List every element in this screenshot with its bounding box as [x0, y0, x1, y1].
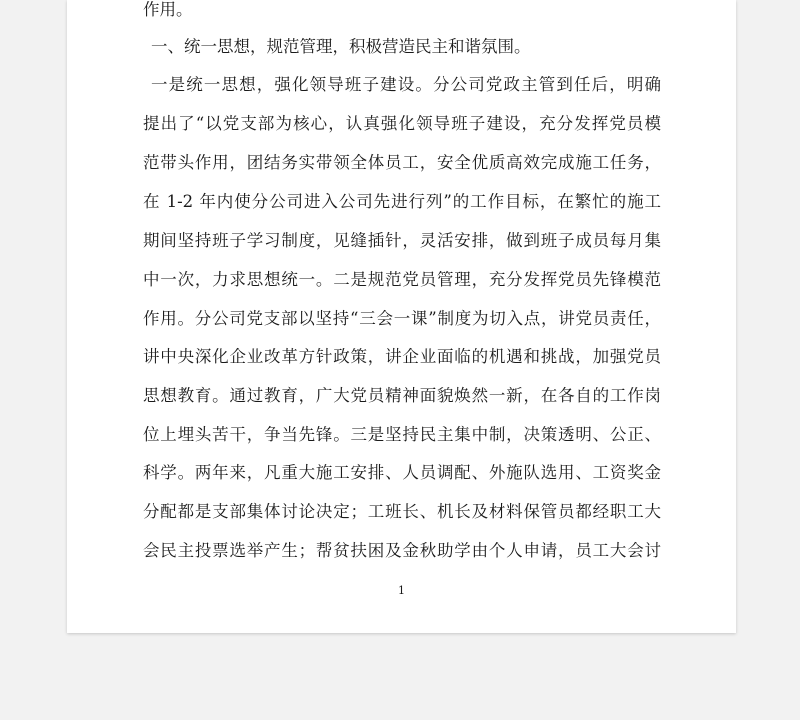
section-heading: 一、统一思想，规范管理，积极营造民主和谐氛围。: [151, 37, 531, 56]
page-number: 1: [398, 584, 405, 597]
text-line: 作用。: [143, 0, 193, 19]
text-line: 会民主投票选举产生；帮贫扶困及金秋助学由个人申请，员工大会讨: [143, 541, 661, 560]
text-line: 作用。分公司党支部以坚持“三会一课”制度为切入点，讲党员责任，: [143, 309, 661, 328]
text-line: 讲中央深化企业改革方针政策，讲企业面临的机遇和挑战，加强党员: [143, 347, 661, 366]
text-line: 范带头作用，团结务实带领全体员工，安全优质高效完成施工任务，: [143, 153, 661, 172]
text-line: 在 1-2 年内使分公司进入公司先进行列”的工作目标，在繁忙的施工: [143, 192, 661, 211]
text-line: 科学。两年来，凡重大施工安排、人员调配、外施队选用、工资奖金: [143, 463, 661, 482]
text-line: 期间坚持班子学习制度，见缝插针，灵活安排，做到班子成员每月集: [143, 231, 661, 250]
text-line: 一是统一思想，强化领导班子建设。分公司党政主管到任后，明确: [151, 75, 661, 94]
document-page: [67, 0, 736, 633]
text-line: 思想教育。通过教育，广大党员精神面貌焕然一新，在各自的工作岗: [143, 386, 661, 405]
text-line: 分配都是支部集体讨论决定；工班长、机长及材料保管员都经职工大: [143, 502, 661, 521]
text-line: 位上埋头苦干，争当先锋。三是坚持民主集中制，决策透明、公正、: [143, 425, 661, 444]
text-line: 中一次，力求思想统一。二是规范党员管理，充分发挥党员先锋模范: [143, 270, 661, 289]
text-line: 提出了“以党支部为核心，认真强化领导班子建设，充分发挥党员模: [143, 114, 661, 133]
